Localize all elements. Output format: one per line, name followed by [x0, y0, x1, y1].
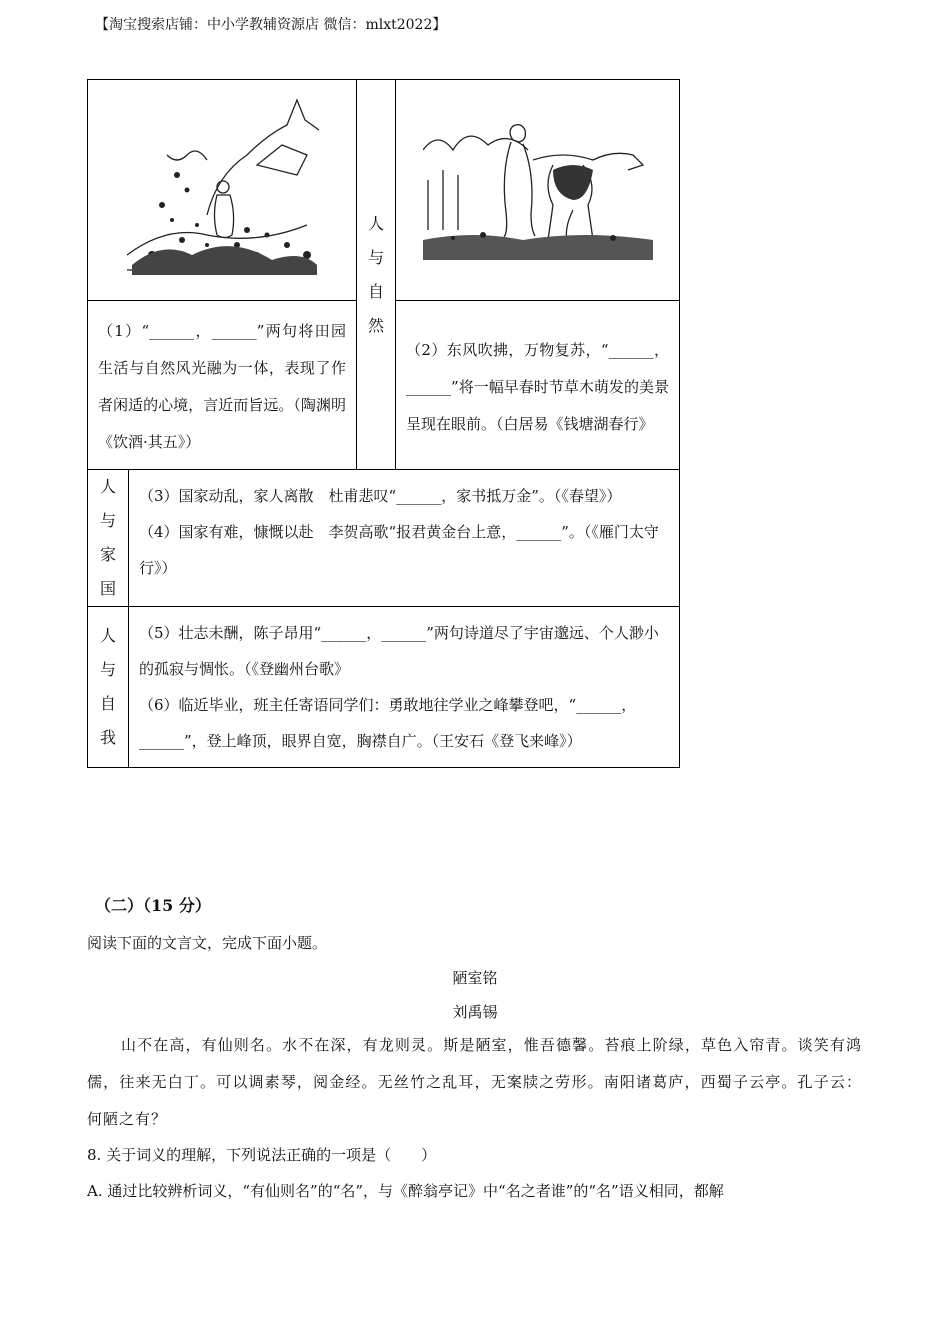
question-4: （4）国家有难，慷慨以赴 李贺高歌“报君黄金台上意，______”。（《雁门太守行》）	[139, 523, 659, 577]
question-1-cell: （1）“______，______”两句将田园生活与自然风光融为一体，表现了作者闲适的心境，言近而旨远。（陶渊明《饮酒·其五》）	[88, 301, 357, 470]
question-2-cell: （2）东风吹拂，万物复苏，“______，______”将一幅早春时节草木萌发的美景呈现在眼前。（白居易《钱塘湖春行》	[396, 301, 680, 470]
question-5: （5）壮志未酬，陈子昂用“______，______”两句诗道尽了宇宙邈远、个人渺小的孤寂与惆怅。（《登幽州台歌》	[139, 624, 659, 678]
label-char: 人	[99, 477, 116, 496]
landscape-illustration-left	[107, 95, 337, 285]
section-heading: （二）（15 分）	[95, 896, 211, 915]
label-char: 人	[367, 213, 384, 233]
header-watermark: 【淘宝搜索店铺：中小学教辅资源店 微信：mlxt2022】	[95, 17, 447, 33]
label-char: 然	[367, 315, 384, 335]
country-questions	[129, 470, 680, 606]
question-6: （6）临近毕业，班主任寄语同学们：勇敢地往学业之峰攀登吧，“______，______”，登上峰顶，眼界自宽，胸襟自广。（王安石《登飞来峰》）	[139, 696, 637, 750]
label-char: 国	[99, 579, 116, 598]
label-char: 自	[367, 281, 384, 301]
category-label-nature	[357, 80, 396, 470]
label-char: 自	[99, 694, 116, 713]
horse-illustration-right	[423, 120, 653, 260]
self-row	[88, 607, 680, 768]
label-char: 与	[367, 247, 384, 267]
reading-instruction: 阅读下面的文言文，完成下面小题。	[87, 934, 328, 952]
label-char: 与	[99, 660, 116, 679]
country-row	[88, 470, 680, 607]
category-label-self	[88, 607, 129, 767]
passage-title: 陋室铭	[452, 969, 498, 987]
self-questions	[129, 607, 680, 767]
label-char: 与	[99, 511, 116, 530]
option-a: A. 通过比较辨析词义，“有仙则名”的“名”，与《醉翁亭记》中“名之者谁”的“名”语义相同，都解	[87, 1182, 724, 1200]
label-char: 人	[99, 626, 116, 645]
illustration-cell-right	[396, 80, 680, 301]
question-8: 8. 关于词义的理解，下列说法正确的一项是（ ）	[87, 1146, 437, 1164]
passage-text: 山不在高，有仙则名。水不在深，有龙则灵。斯是陋室，惟吾德馨。苔痕上阶绿，草色入帘青。谈笑有鸿儒，往来无白丁。可以调素琴，阅金经。无丝竹之乱耳，无案牍之劳形。南阳诸葛庐，西蜀子云亭。孔子云：何陋之有？	[87, 1036, 862, 1128]
passage-author: 刘禹锡	[452, 1003, 498, 1021]
category-label-country	[88, 470, 129, 606]
question-3: （3）国家动乱，家人离散 杜甫悲叹“______，家书抵万金”。（《春望》）	[139, 487, 622, 505]
label-char: 我	[99, 728, 116, 747]
label-char: 家	[99, 545, 116, 564]
poetry-table	[87, 79, 680, 768]
illustration-cell-left	[88, 80, 357, 301]
